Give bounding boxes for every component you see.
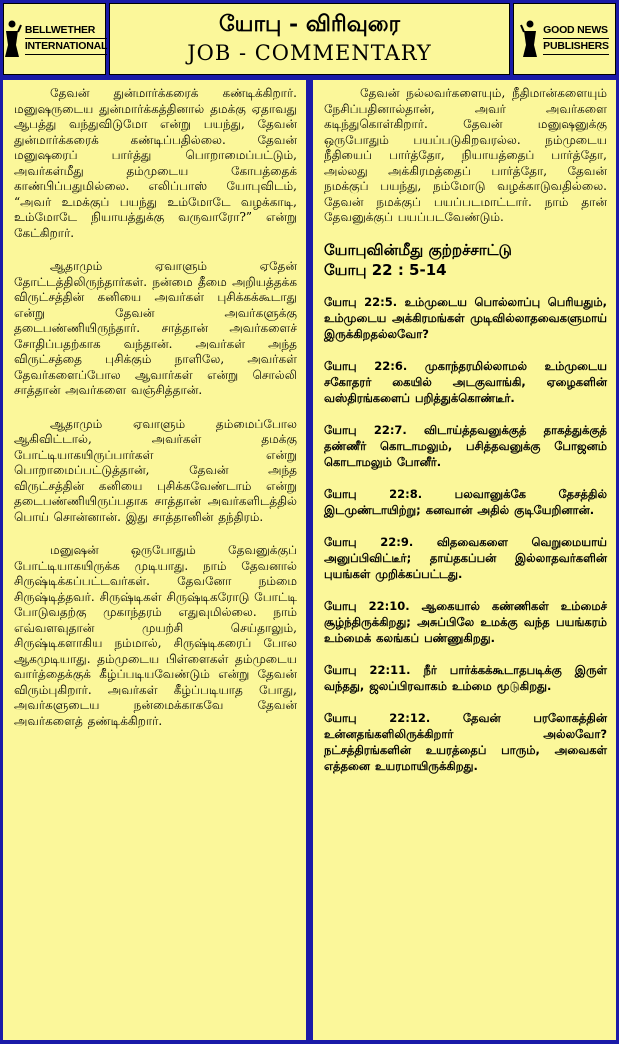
left-paragraph-1: தேவன் துன்மார்க்கரைக் கண்டிக்கிறார். மனுஷருடைய துன்மார்க்கத்தினால் தமக்கு ஏதாவது ஆபத்து வந்துவிடுமோ என்று பயந்து, தேவன் துன்மார்க்கரைக் கண்டிப்பதில்லை. தேவன் மனுஷரைப் பார்த்து பொறாமைப்பட்டும், அவர்கள்மீது தம்முடைய கோபத்தைக் காண்பிப்பதுமில்லை. எலிப்பாஸ் யோபுவிடம், “அவர் உமக்குப் பயந்து உம்மோடே வழக்காடி, உம்மோடே நியாயத்துக்கு வருவாரோ?” என்று கேட்கிறார். bbox=[14, 86, 297, 240]
good-news-logo bbox=[513, 3, 616, 75]
verse-22-12: யோபு 22:12. தேவன் பரலோகத்தின் உன்னதங்களிலிருக்கிறார் அல்லவோ? நட்சத்திரங்களின் உயரத்தைப் பாரும், அவைகள் எத்தனை உயரமாயிருக்கிறது. bbox=[324, 710, 607, 773]
good-news-figure-icon bbox=[520, 19, 540, 59]
verse-22-5: யோபு 22:5. உம்முடைய பொல்லாப்பு பெரியதும், உம்முடைய அக்கிரமங்கள் முடிவில்லாதவைகளுமாய் இருக்கிறதல்லவோ? bbox=[324, 294, 607, 341]
page-title-english: JOB - COMMENTARY bbox=[187, 41, 432, 65]
section-heading bbox=[324, 240, 607, 280]
good-news-logo-line2: PUBLISHERS bbox=[543, 39, 609, 55]
bellwether-logo-line2: INTERNATIONAL bbox=[25, 39, 107, 55]
verse-22-7: யோபு 22:7. விடாய்த்தவனுக்குத் தாகத்துக்குத் தண்ணீர் கொடாமலும், பசித்தவனுக்கு போஜனம் கொடாமலும் போனீர். bbox=[324, 422, 607, 469]
bellwether-figure-icon bbox=[2, 19, 22, 59]
section-heading-title: யோபுவின்மீது குற்றச்சாட்டு bbox=[324, 240, 512, 259]
good-news-logo-text bbox=[543, 23, 609, 55]
verse-22-9: யோபு 22:9. விதவைகளை வெறுமையாய் அனுப்பிவிட்டீர்; தாய்தகப்பன் இல்லாதவர்களின் புயங்கள் முறிக்கப்பட்டது. bbox=[324, 534, 607, 581]
left-paragraph-3: ஆதாமும் ஏவாளும் தம்மைப்போல ஆகிவிட்டால், அவர்கள் தமக்கு போட்டியாகயிருப்பார்கள் என்று பொறாமைப்பட்டுத்தான், தேவன் அந்த விருட்சத்தின் கனியை புசிக்கவேண்டாம் என்று தடைபண்ணியிருப்பதாக சாத்தான் அவர்களிடத்தில் பொய் சொன்னான். இது சாத்தானின் தந்திரம். bbox=[14, 416, 297, 524]
verse-22-10: யோபு 22:10. ஆகையால் கண்ணிகள் உம்மைச் சூழ்ந்திருக்கிறது; அசுப்பிலே உமக்கு வந்த பயங்கரம் உம்மைக் கலங்கப் பண்ணுகிறது. bbox=[324, 598, 607, 645]
verse-22-8: யோபு 22:8. பலவானுக்கே தேசத்தில் இடமுண்டாயிற்று; கனவான் அதில் குடியேறினான். bbox=[324, 486, 607, 517]
good-news-logo-line1: GOOD NEWS bbox=[543, 23, 609, 39]
page-title-tamil: யோபு - விரிவுரை bbox=[219, 11, 400, 37]
left-paragraph-4: மனுஷன் ஒருபோதும் தேவனுக்குப் போட்டியாகயிருக்க முடியாது. நாம் தேவனால் சிருஷ்டிக்கப்பட்டவர்கள். தேவனோ நம்மை சிருஷ்டித்தவர். சிருஷ்டிகள் சிருஷ்டிகரோடு போட்டி போடுவதற்கு முகாந்தரம் எதுவுமில்லை. நாம் எவ்வளவுதான் முயற்சி செய்தாலும், சிருஷ்டிகளாகிய நம்மால், சிருஷ்டிகரைப் போல ஆகமுடியாது. தம்முடைய பிள்ளைகள் தம்முடைய வார்த்தைக்குக் கீழ்ப்படியவேண்டும் என்று தேவன் விரும்புகிறார். அவர்கள் கீழ்ப்படியாத போது, அவர்களுடைய நன்மைக்காகவே தேவன் அவர்களைத் தண்டிக்கிறார். bbox=[14, 543, 297, 728]
section-heading-reference: யோபு 22 : 5-14 bbox=[324, 260, 447, 279]
right-intro-paragraph: தேவன் நல்லவர்களையும், நீதிமான்களையும் நேசிப்பதினால்தான், அவர் அவர்களை கடிந்துகொள்கிறார். தேவன் மனுஷனுக்கு ஒருபோதும் பயப்படுகிறவரல்ல. நம்முடைய நீதியைப் பார்த்தோ, நியாயத்தைப் பார்த்தோ, அல்லது அக்கிரமத்தைப் பார்த்தோ, தேவன் நமக்குப் பயந்து, நம்மோடு வழக்காடுவதில்லை. தேவன் நமக்குப் பயப்படமாட்டார். நாம் தான் தேவனுக்குப் பயப்படவேண்டும். bbox=[324, 86, 607, 224]
verse-22-6: யோபு 22:6. முகாந்தரமில்லாமல் உம்முடைய சகோதரர் கையில் அடகுவாங்கி, ஏழைகளின் வஸ்திரங்களைப் பறித்துக்கொண்டீர். bbox=[324, 358, 607, 405]
verse-22-11: யோபு 22:11. நீர் பார்க்கக்கூடாதபடிக்கு இருள் வந்தது, ஜலப்பிரவாகம் உம்மை மூடுகிறது. bbox=[324, 662, 607, 693]
page-header bbox=[3, 3, 616, 75]
title-box bbox=[109, 3, 510, 75]
bellwether-logo bbox=[3, 3, 106, 75]
bellwether-logo-line1: BELLWETHER bbox=[25, 23, 107, 39]
right-column bbox=[313, 80, 616, 1040]
left-paragraph-2: ஆதாமும் ஏவாளும் ஏதேன் தோட்டத்திலிருந்தார்கள். நன்மை தீமை அறியத்தக்க விருட்சத்தின் கனியை அவர்கள் புசிக்கக்கூடாது என்று தேவன் அவர்களுக்கு தடைபண்ணியிருந்தார். சாத்தான் அவர்களைச் சோதிப்பதற்காக வந்தான். அவர்கள் அந்த விருட்சத்தை புசிக்கும் நாளிலே, அவர்கள் தேவர்களைப்போல ஆவார்கள் என்று சொல்லி சாத்தான் அவர்களை வஞ்சித்தான். bbox=[14, 259, 297, 397]
bellwether-logo-text bbox=[25, 23, 107, 55]
left-column bbox=[3, 80, 306, 1040]
